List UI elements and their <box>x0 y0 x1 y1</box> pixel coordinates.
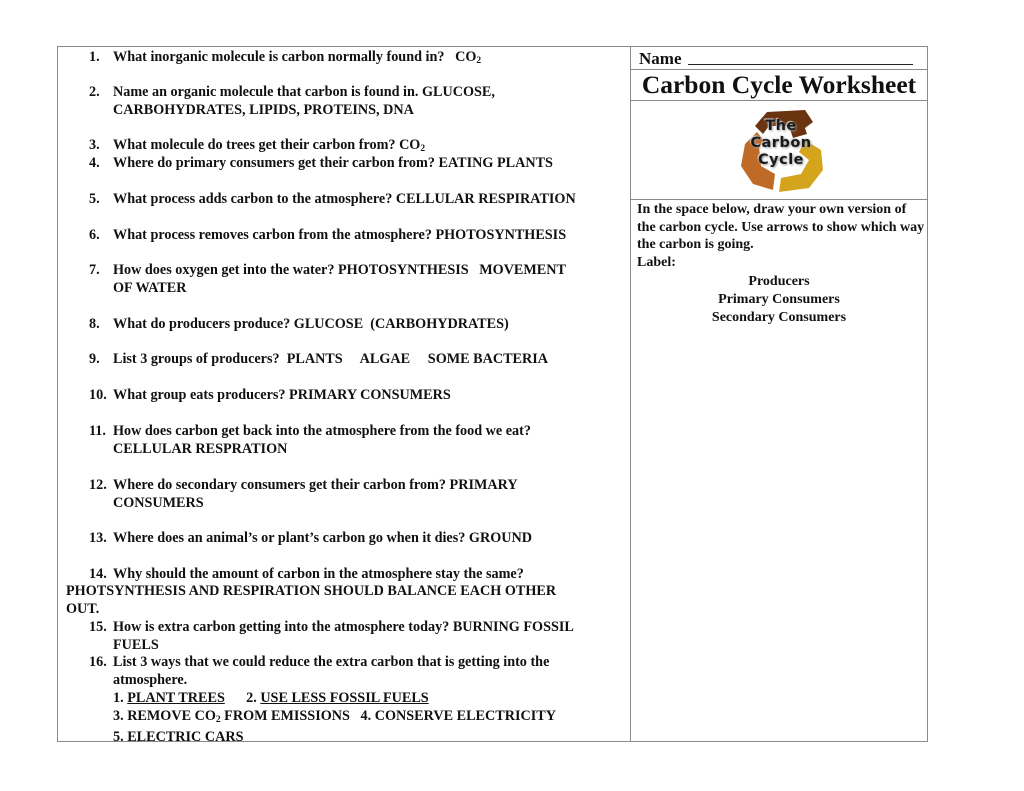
drawing-area[interactable] <box>631 332 927 741</box>
carbon-cycle-logo <box>735 104 827 196</box>
page-title: Carbon Cycle Worksheet <box>641 70 917 99</box>
questions-column: 1. What inorganic molecule is carbon normally found in? $CO_2$ 2. Name an organic molecule that carbon is found in. GLUCOSE, CARBOHYDRATES, LIPIDS, PROTEINS, DNA 3. What molecule do trees get their carbon from? $CO_2$ 4. Where do primary consumers get their carbon from? EATING PLANTS 5. What process adds carbon to the atmosphere? CELLULAR RESPIRATION 6. What process removes carbon from the atmosphere? PHOTOSYNTHESIS 7. How does oxygen get into the water? PHOTOSYNTHESIS MOVEMENT OF WATER 8. What do producers produce? GLUCOSE (CARBOHYDRATES) 9. List 3 groups of producers? PLANTS ALGAE SOME BACTERIA 10. What group eats producers? PRIMARY CONSUMERS 11. How does carbon get back into the atmosphere from the food we eat? CELLULAR RESPRATION 12. Where do secondary consumers get their carbon from? PRIMARY CONSUMERS 13. Where does an animal’s or plant’s carbon go when it dies? GROUND 14. Why should the amount of carbon in the atmosphere stay the same? PHOTSYNTHESIS AND RESPIRATION SHOULD BALANCE EACH OTHER OUT. 15. How is extra carbon getting into the atmosphere today? BURNING FOSSIL FUELS 16. List 3 ways that we could reduce the extra carbon that is getting into the atmosphere. 1. PLANT TREES 2. USE LESS FOSSIL FUELS 3. REMOVE $CO_2$ FROM EMISSIONS 4. CONSERVE ELECTRICITY 5. ELECTRIC CARS <box>58 47 631 741</box>
ways-line-3: 5. ELECTRIC CARS <box>113 729 244 745</box>
name-row <box>631 47 927 70</box>
ways-line-2: 3. REMOVE $CO_2$ FROM EMISSIONS 4. CONSERVE ELECTRICITY <box>113 707 556 725</box>
answer-14: PHOTSYNTHESIS AND RESPIRATION SHOULD BALANCE EACH OTHER OUT. <box>66 583 557 617</box>
logo-row <box>631 100 927 200</box>
logo-text-carbon: Carbon <box>750 135 812 151</box>
logo-text-cycle: Cycle <box>758 152 804 168</box>
label-secondary-consumers: Secondary Consumers <box>711 309 847 325</box>
logo-text-the: The <box>765 118 797 134</box>
worksheet-table <box>57 46 928 745</box>
label-primary-consumers: Primary Consumers <box>718 291 840 307</box>
ways-line-1: 1. PLANT TREES 2. USE LESS FOSSIL FUELS <box>113 690 429 706</box>
reduce-ways-list <box>113 690 556 747</box>
title-row <box>631 69 927 101</box>
name-blank-line[interactable] <box>688 64 913 65</box>
label-list <box>631 273 927 326</box>
drawing-column <box>631 47 927 741</box>
name-label: Name <box>639 49 682 68</box>
drawing-instructions: In the space below, draw your own version of the carbon cycle. Use arrows to show which way the carbon is going. Label: <box>637 201 927 271</box>
label-heading: Label: <box>637 254 676 270</box>
label-producers: Producers <box>748 274 810 289</box>
